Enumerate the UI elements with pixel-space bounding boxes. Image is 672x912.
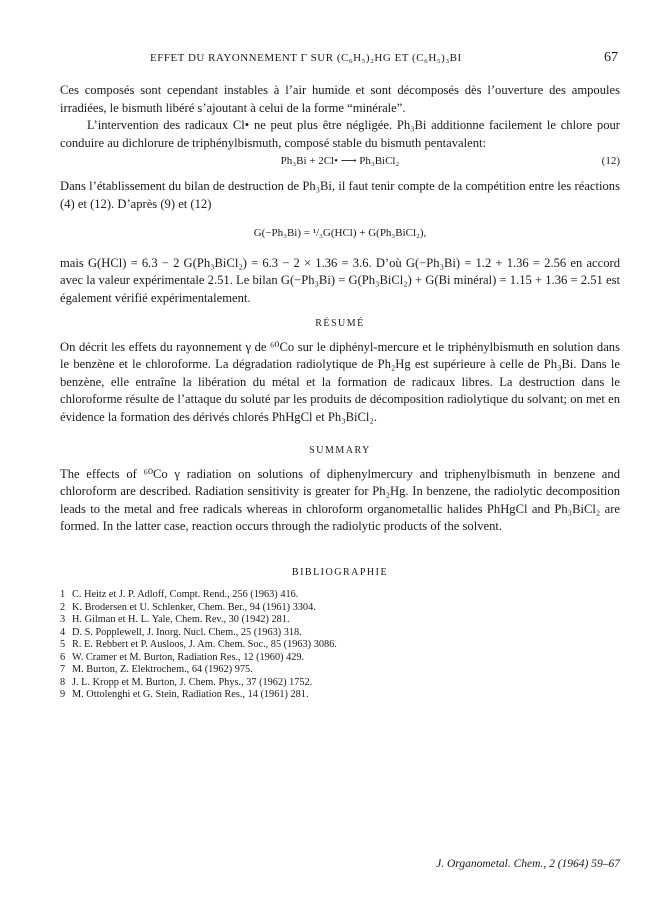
- reference-number: 1: [60, 589, 66, 600]
- bibliography-heading: BIBLIOGRAPHIE: [291, 566, 389, 578]
- reference-number: 6: [60, 651, 66, 663]
- resume-text: On décrit les effets du rayonnement γ de ⁶⁰Co sur le diphényl-mercure et le triphénylbismuth en solution dans le benzène et le chloroforme. La dégradation radiolytique de Ph₂Hg est supérieure à celle de Ph₃Bi. Dans le benzène, elle entraîne la libération du métal et la formation de radicaux libres. La destruction dans le chloroforme résulte de l’attaque du soluté par les produits de décomposition radiolytique du solvant; on met en évidence la formation des dérivés chlorés PhHgCl et Ph₃BiCl₂.: [60, 339, 620, 424]
- journal-citation: J. Organometal. Chem., 2 (1964) 59–67: [436, 858, 620, 870]
- reference-text: D. S. Popplewell, J. Inorg. Nucl. Chem., 25 (1963) 318.: [72, 626, 302, 638]
- reference-number: 4: [60, 626, 66, 638]
- reference-number: 3: [60, 614, 66, 625]
- reference-item: [60, 589, 620, 602]
- reference-number: 9: [60, 689, 66, 700]
- reference-text: M. Ottolenghi et G. Stein, Radiation Res., 14 (1961) 281.: [72, 689, 309, 700]
- reference-text: R. E. Rebbert et P. Ausloos, J. Am. Chem. Soc., 85 (1963) 3086.: [72, 639, 337, 650]
- reference-number: 2: [60, 601, 66, 613]
- reference-item: [60, 627, 620, 640]
- reference-number: 8: [60, 676, 66, 688]
- reference-text: K. Brodersen et U. Schlenker, Chem. Ber., 94 (1961) 3304.: [72, 601, 316, 613]
- reference-item: [60, 602, 620, 615]
- reference-item: [60, 639, 620, 652]
- equation-12: [60, 152, 620, 170]
- page-number: 67: [604, 50, 618, 65]
- paragraph-1: Ces composés sont cependant instables à l’air humide et sont décomposés dès l’ouverture des ampoules irradiées, le bismuth libéré s’ajoutant à celui de la forme “minérale”.: [60, 83, 620, 115]
- paragraph-3: Dans l’établissement du bilan de destruction de Ph₃Bi, il faut tenir compte de la compétition entre les réactions (4) et (12). D’après (9) et (12): [60, 179, 620, 211]
- equation-12-number: (12): [601, 155, 620, 167]
- paragraph-4: mais G(HCl) = 6.3 − 2 G(Ph₃BiCl₂) = 6.3 − 2 × 1.36 = 3.6. D’où G(−Ph₃Bi) = 1.2 + 1.36 = 2.56 en accord avec la valeur expérimentale 2.51. Le bilan G(−Ph₃Bi) = G(Ph₃BiCl₂) + G(Bi minéral) = 1.15 + 1.36 = 2.51 est également vérifié expérimentalement.: [60, 255, 620, 305]
- reference-item: [60, 664, 620, 677]
- reference-text: J. L. Kropp et M. Burton, J. Chem. Phys., 37 (1962) 1752.: [72, 676, 313, 688]
- reference-text: H. Gilman et H. L. Yale, Chem. Rev., 30 (1942) 281.: [72, 614, 290, 625]
- reference-number: 5: [60, 639, 66, 650]
- reference-item: [60, 689, 620, 702]
- reference-text: M. Burton, Z. Elektrochem., 64 (1962) 975.: [72, 664, 253, 675]
- bibliography-list: [60, 589, 620, 702]
- paragraph-2: L’intervention des radicaux Cl• ne peut plus être négligée. Ph₃Bi additionne facilement le chlore pour conduire au dichlorure de triphénylbismuth, composé stable du bismuth pentavalent:: [60, 118, 620, 150]
- running-header: [150, 52, 618, 64]
- summary-text: The effects of ⁶⁰Co γ radiation on solutions of diphenylmercury and triphenylbismuth in benzene and chloroform are described. Radiation sensitivity is greater for Ph₂Hg. In benzene, the radiolytic decomposition leads to the metal and free radicals whereas in chloroform organometallic halides PhHgCl and Ph₃BiCl₂ are formed. In the latter case, reaction occurs through the radiolytic products of the solvent.: [60, 466, 620, 533]
- reference-item: [60, 677, 620, 690]
- reference-item: [60, 652, 620, 665]
- reference-text: W. Cramer et M. Burton, Radiation Res., 12 (1960) 429.: [72, 651, 305, 663]
- equation-g: G(−Ph₃Bi) = ¹/₃G(HCl) + G(Ph₃BiCl₂),: [253, 227, 427, 239]
- article-body: [60, 82, 620, 702]
- equation-12-text: Ph₃Bi + 2Cl• ⟶ Ph₃BiCl₂: [280, 155, 400, 167]
- reference-item: [60, 614, 620, 627]
- summary-heading: SUMMARY: [309, 445, 371, 456]
- running-title: EFFET DU RAYONNEMENT Γ SUR (C₆H₅)₂HG ET (C₆H₅)₃BI: [150, 52, 462, 64]
- resume-heading: RÉSUMÉ: [315, 318, 365, 329]
- reference-text: C. Heitz et J. P. Adloff, Compt. Rend., 256 (1963) 416.: [72, 589, 299, 600]
- reference-number: 7: [60, 664, 66, 675]
